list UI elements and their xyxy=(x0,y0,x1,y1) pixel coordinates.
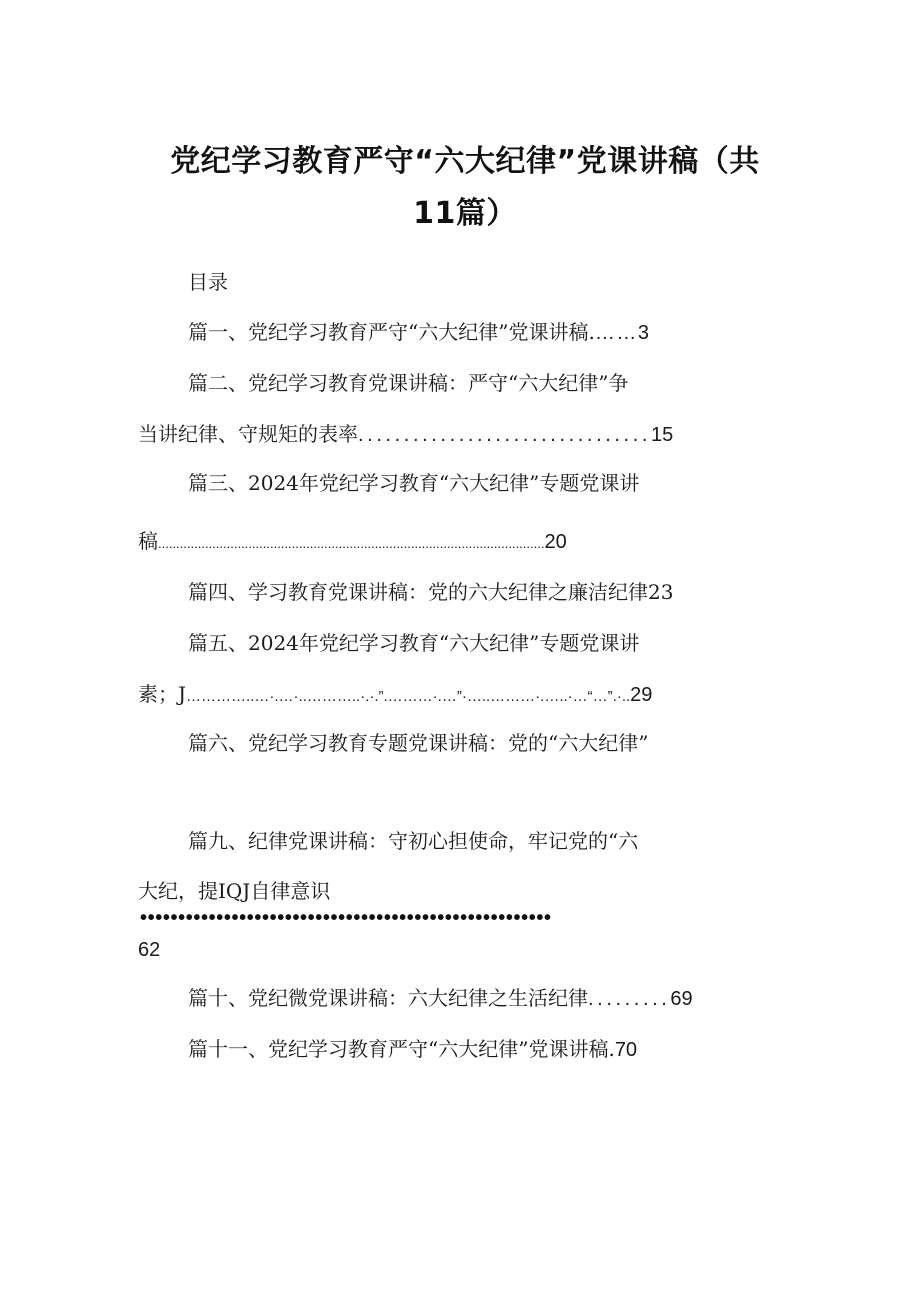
toc-page-number: 29 xyxy=(630,684,653,706)
document-title-line-1: 党纪学习教育严守“六大纪律”党课讲稿（共 xyxy=(170,144,760,179)
toc-entry-10 xyxy=(188,984,693,1013)
toc-entry-text: 稿 xyxy=(138,529,158,553)
toc-bullet-leader: •••••••••••••••••••••••••••••••••••••••••••••••••••••• xyxy=(140,908,552,928)
toc-page-number: 69 xyxy=(670,988,693,1010)
toc-page-number: 15 xyxy=(651,424,674,446)
toc-leader: …………..…·.…·..………..·.·.”.………·.…”·…..………·.…..·…“…”.·.. xyxy=(186,688,631,705)
toc-leader: …… xyxy=(594,322,638,344)
toc-leader: ......... xyxy=(588,988,671,1010)
toc-entry-3-line-2 xyxy=(138,527,567,558)
toc-entry-text: 当讲纪律、守规矩的表率 xyxy=(138,422,358,446)
toc-entry-11 xyxy=(188,1035,637,1064)
toc-page-number: 70 xyxy=(614,1039,638,1061)
toc-entry-text: 篇十、党纪微党课讲稿：六大纪律之生活纪律 xyxy=(188,986,588,1010)
toc-entry-text: 篇一、党纪学习教育严守“六大纪律”党课讲稿. xyxy=(188,320,595,344)
toc-entry-5-line-1: 篇五、2024年党纪学习教育“六大纪律”专题党课讲 xyxy=(188,631,640,655)
toc-entry-3-line-1: 篇三、2024年党纪学习教育“六大纪律”专题党课讲 xyxy=(188,471,640,495)
toc-entry-4: 篇四、学习教育党课讲稿：党的六大纪律之廉洁纪律23 xyxy=(188,580,674,604)
toc-entry-2-line-2 xyxy=(138,420,673,449)
toc-entry-9-line-1: 篇九、纪律党课讲稿：守初心担使命，牢记党的“六 xyxy=(188,829,639,853)
toc-page-number: 62 xyxy=(138,939,161,961)
toc-leader: ................................ xyxy=(358,424,652,446)
toc-entry-9-line-2: 大纪，提IQJ自律意识 xyxy=(138,879,331,903)
toc-heading: 目录 xyxy=(188,270,228,294)
toc-entry-2-line-1: 篇二、党纪学习教育党课讲稿：严守“六大纪律”争 xyxy=(188,371,629,395)
toc-entry-1 xyxy=(188,318,649,347)
toc-entry-text: 篇十一、党纪学习教育严守“六大纪律”党课讲稿. xyxy=(188,1037,615,1061)
toc-entry-text: 素；J xyxy=(138,682,187,706)
toc-entry-6: 篇六、党纪学习教育专题党课讲稿：党的“六大纪律” xyxy=(188,731,649,755)
document-title-line-2: 11篇） xyxy=(413,196,517,231)
toc-page-number: 20 xyxy=(544,531,567,553)
toc-entry-5-line-2 xyxy=(138,680,652,711)
toc-entry-9-page xyxy=(138,935,160,964)
toc-page-number: 3 xyxy=(637,322,649,344)
toc-leader: ........................................................................................................... xyxy=(158,536,545,551)
